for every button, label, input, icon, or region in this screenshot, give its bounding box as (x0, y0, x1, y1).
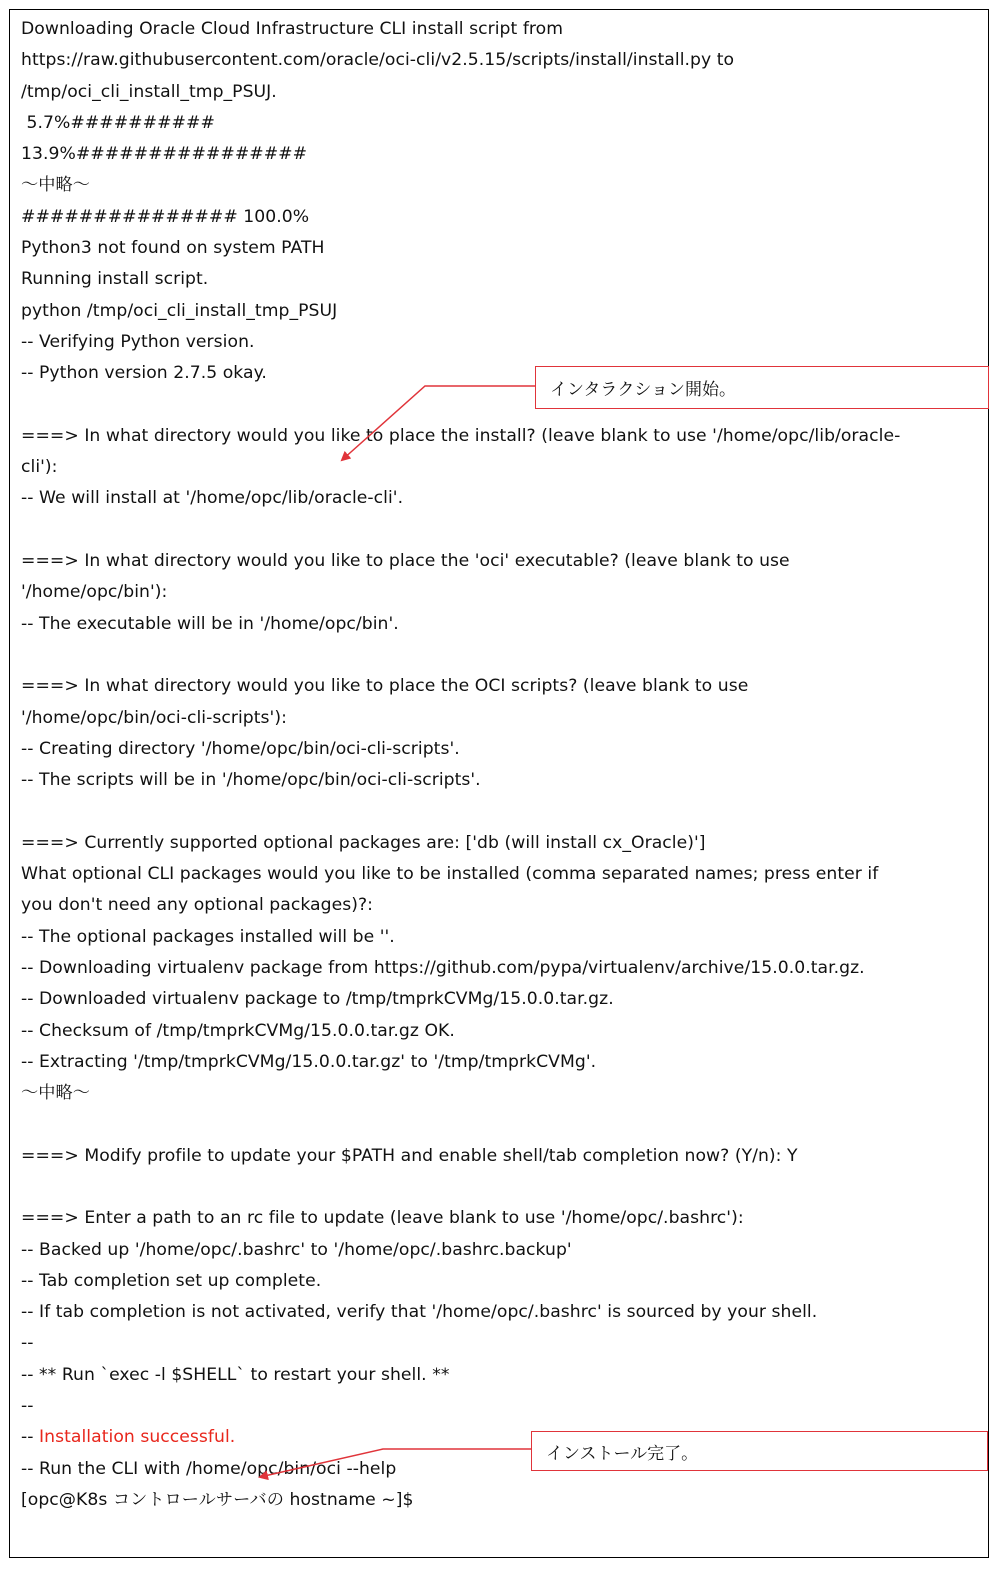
log-line: '/home/opc/bin'): (21, 582, 168, 603)
log-line: -- Creating directory '/home/opc/bin/oci-cli-scripts'. (21, 738, 460, 759)
log-line: https://raw.githubusercontent.com/oracle/oci-cli/v2.5.15/scripts/install/install.py to (21, 50, 735, 71)
log-line: -- (21, 1396, 34, 1417)
log-line: -- Backed up '/home/opc/.bashrc' to '/home/opc/.bashrc.backup' (21, 1239, 572, 1260)
log-line: cli'): (21, 457, 58, 478)
log-line: -- If tab completion is not activated, verify that '/home/opc/.bashrc' is sourced by your shell. (21, 1302, 818, 1323)
log-line (21, 796, 981, 827)
callout-interaction-start (535, 366, 989, 409)
log-line: -- ** Run `exec -l $SHELL` to restart your shell. ** (21, 1364, 450, 1385)
success-prefix: -- (21, 1427, 40, 1448)
log-line: ===> In what directory would you like to place the install? (leave blank to use '/home/opc/lib/oracle- (21, 425, 901, 446)
log-line: ===> Currently supported optional packages are: ['db (will install cx_Oracle)'] (21, 832, 706, 853)
log-line: python /tmp/oci_cli_install_tmp_PSUJ (21, 300, 338, 321)
installation-successful-text: Installation successful. (39, 1427, 236, 1448)
log-line: '/home/opc/bin/oci-cli-scripts'): (21, 707, 287, 728)
log-line: -- (21, 1333, 34, 1354)
log-line: ～中略～ (21, 175, 90, 196)
log-line: -- The optional packages installed will be ''. (21, 926, 395, 947)
log-line: ～中略～ (21, 1083, 90, 1104)
log-line: -- The scripts will be in '/home/opc/bin/oci-cli-scripts'. (21, 770, 481, 791)
log-line: -- Python version 2.7.5 okay. (21, 363, 267, 384)
log-line: -- Tab completion set up complete. (21, 1270, 322, 1291)
log-line: ===> Enter a path to an rc file to update (leave blank to use '/home/opc/.bashrc'): (21, 1208, 744, 1229)
callout-install-complete (531, 1431, 988, 1471)
log-line: -- Verifying Python version. (21, 331, 255, 352)
log-line: ############### 100.0% (21, 206, 310, 227)
callout-interaction-start-text: インタラクション開始。 (550, 380, 736, 400)
callout-install-complete-text: インストール完了。 (546, 1443, 699, 1464)
log-line: -- The executable will be in '/home/opc/bin'. (21, 613, 399, 634)
log-line (21, 1109, 981, 1140)
terminal-log (21, 14, 981, 1516)
log-line-run-cli: -- Run the CLI with /home/opc/bin/oci --help (21, 1458, 397, 1479)
log-line (21, 1172, 981, 1203)
log-line: you don't need any optional packages)?: (21, 895, 373, 916)
log-line (21, 640, 981, 671)
log-line: -- Checksum of /tmp/tmprkCVMg/15.0.0.tar.gz OK. (21, 1020, 455, 1041)
log-line-prompt: [opc@K8s コントロールサーバの hostname ~]$ (21, 1489, 414, 1510)
log-lines (21, 14, 981, 1422)
log-line: -- Downloaded virtualenv package to /tmp/tmprkCVMg/15.0.0.tar.gz. (21, 989, 614, 1010)
log-line: What optional CLI packages would you like to be installed (comma separated names; press enter if (21, 864, 879, 885)
log-line: Python3 not found on system PATH (21, 238, 325, 259)
log-line: ===> In what directory would you like to place the 'oci' executable? (leave blank to use (21, 551, 790, 572)
log-line: Downloading Oracle Cloud Infrastructure CLI install script from (21, 19, 564, 39)
log-line: -- Downloading virtualenv package from https://github.com/pypa/virtualenv/archive/15.0.0.tar.gz. (21, 957, 865, 978)
log-line (21, 515, 981, 546)
log-line: -- We will install at '/home/opc/lib/oracle-cli'. (21, 488, 404, 509)
log-line: ===> Modify profile to update your $PATH and enable shell/tab completion now? (Y/n): Y (21, 1145, 798, 1166)
log-line: -- Extracting '/tmp/tmprkCVMg/15.0.0.tar.gz' to '/tmp/tmprkCVMg'. (21, 1051, 597, 1072)
log-line: ===> In what directory would you like to place the OCI scripts? (leave blank to use (21, 676, 749, 697)
log-line: /tmp/oci_cli_install_tmp_PSUJ. (21, 81, 277, 102)
log-line: 5.7%########## (21, 112, 215, 133)
log-line: Running install script. (21, 269, 209, 290)
log-line: 13.9%################ (21, 144, 308, 165)
